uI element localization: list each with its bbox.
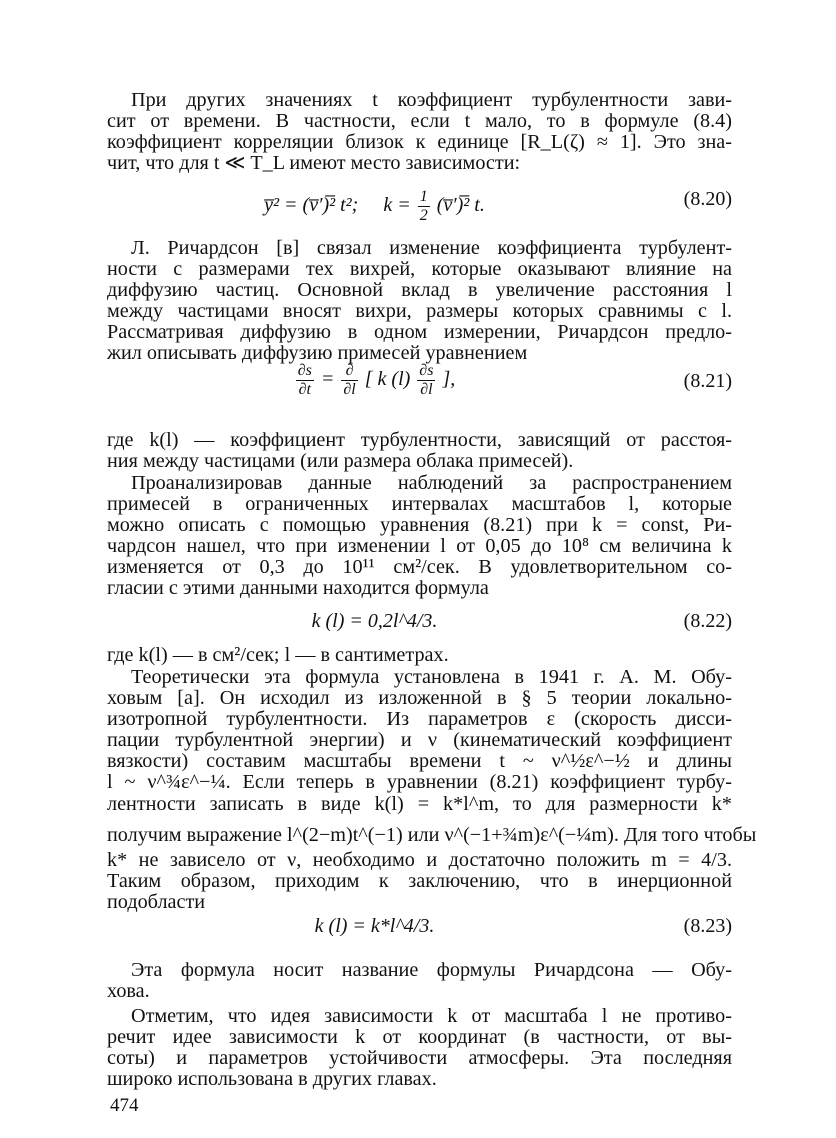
numerator: ∂s: [419, 362, 434, 379]
text-line: k* не зависело от ν, необходимо и достаточно положить m = 4/3.: [107, 848, 732, 871]
paragraph-obukhov: [107, 666, 757, 913]
text-line: между частицами вносят вихри, размеры которых сравнимы с l.: [107, 300, 732, 323]
fraction: [418, 188, 430, 225]
text-line: получим выражение l^(2−m)t^(−1) или ν^(−1+¾m)ε^(−¼m). Для того чтобы: [107, 823, 757, 846]
text-line: лентности записать в виде k(l) = k*l^m, то для размерности k*: [107, 792, 732, 815]
text-line: коэффициент корреляции близок к единице [R_L(ζ) ≈ 1]. Это зна-: [107, 131, 732, 154]
equation-body: [107, 362, 642, 399]
text-line: изменяется от 0,3 до 10¹¹ см²/сек. В удовлетворительном со-: [107, 556, 732, 579]
equation-part: ],: [442, 368, 456, 391]
text-line: соты) и параметров устойчивости атмосферы. Эта последняя: [107, 1047, 732, 1070]
equation-part: =: [320, 368, 335, 391]
denominator: ∂l: [343, 381, 356, 398]
equation-number: (8.23): [683, 915, 732, 937]
denominator: ∂t: [298, 381, 311, 398]
fraction: [296, 362, 314, 399]
equation-body: k (l) = 0,2l^4/3.: [311, 610, 438, 632]
equation-number: (8.22): [683, 610, 732, 632]
equation-part: y̅² = (v̅′)̅² t²;: [264, 194, 359, 217]
text-line: пации турбулентной энергии) и ν (кинематический коэффициент: [107, 729, 732, 752]
text-line: жил описывать диффузию примесей уравнением: [107, 342, 528, 365]
paragraph-formula-name: [107, 960, 732, 1002]
equation-body: k (l) = k*l^4/3.: [314, 915, 435, 937]
equation-body: [107, 188, 642, 225]
text-line: изотропной турбулентности. Из параметров ε (скорость дисси-: [107, 708, 732, 731]
page-number: 474: [110, 1095, 139, 1116]
text-line: l ~ ν^¾ε^−¼. Если теперь в уравнении (8.21) коэффициент турбу-: [107, 771, 732, 794]
text-line: Отметим, что идея зависимости k от масштаба l не противо-: [131, 1005, 732, 1027]
equation-part: [ k (l): [364, 368, 411, 391]
text-line: ния между частицами (или размера облака примесей).: [107, 450, 574, 473]
text-line: широко использована в других главах.: [107, 1068, 437, 1091]
numerator: ∂: [341, 362, 357, 381]
equation-number: (8.20): [683, 188, 732, 210]
text-line: Таким образом, приходим к заключению, что в инерционной: [107, 869, 732, 892]
paragraph-intro: [107, 90, 732, 174]
equation-part: k =: [383, 194, 411, 217]
paragraph-units: [107, 645, 732, 666]
text-line: можно описать с помощью уравнения (8.21) при k = const, Ри-: [107, 514, 732, 537]
text-line: гласии с этими данными находится формула: [107, 577, 489, 600]
text-line: ховым [а]. Он исходил из изложенной в § 5 теории локально-: [107, 687, 732, 710]
fraction: [417, 362, 435, 399]
text-line: При других значениях t коэффициент турбулентности зави-: [131, 89, 732, 111]
text-line: диффузию частиц. Основной вклад в увеличение расстояния l: [107, 279, 732, 302]
text-line: где k(l) — коэффициент турбулентности, зависящий от расстоя-: [107, 429, 732, 451]
text-line: хова.: [107, 980, 150, 1003]
text-line: подобласти: [107, 890, 206, 913]
denominator: 2: [419, 207, 428, 224]
equation-number: (8.21): [683, 370, 732, 392]
text-line: Теоретически эта формула установлена в 1941 г. А. М. Обу-: [131, 666, 732, 688]
text-line: чит, что для t ≪ T_L имеют место зависимости:: [107, 152, 521, 175]
text-line: ности с размерами тех вихрей, которые оказывают влияние на: [107, 258, 732, 281]
paragraph-conclusion: [107, 1006, 732, 1090]
equation-8-20: [107, 188, 732, 228]
text-line: речит идее зависимости k от координат (в частности, от вы-: [107, 1026, 732, 1049]
numerator: 1: [419, 188, 428, 205]
text-line: примесей в ограниченных интервалах масштабов l, которые: [107, 493, 732, 516]
paragraph-definition: [107, 430, 732, 472]
paragraph-richardson: [107, 238, 732, 365]
text-line: Л. Ричардсон [в] связал изменение коэффициента турбулент-: [131, 237, 732, 259]
text-line: где k(l) — в см²/сек; l — в сантиметрах.: [107, 644, 449, 666]
text-line: Проанализировав данные наблюдений за распространением: [131, 472, 732, 494]
numerator: ∂s: [297, 362, 312, 379]
paragraph-analysis: [107, 473, 732, 600]
text-line: Рассматривая диффузию в одном измерении, Ричардсон предло-: [107, 321, 732, 344]
denominator: ∂l: [420, 381, 433, 398]
equation-8-23: [107, 915, 732, 955]
fraction: [341, 362, 357, 399]
equation-part: (v̅′)̅² t.: [436, 194, 485, 217]
text-line: сит от времени. В частности, если t мало, то в формуле (8.4): [107, 110, 732, 133]
text-line: Эта формула носит название формулы Ричардсона — Обу-: [131, 959, 732, 981]
text-line: чардсон нашел, что при изменении l от 0,05 до 10⁸ см величина k: [107, 535, 732, 558]
text-line: вязкости) составим масштабы времени t ~ ν^½ε^−½ и длины: [107, 750, 732, 773]
equation-8-21: [107, 362, 732, 402]
